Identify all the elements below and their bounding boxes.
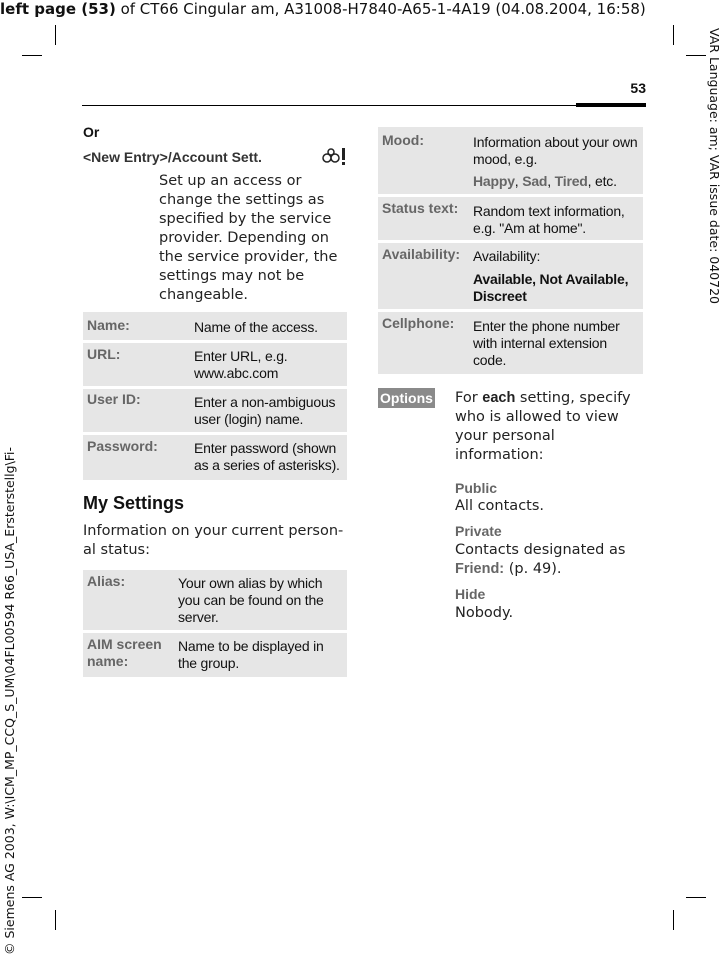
side-right-text: VAR Language: am; VAR issue date: 040720: [707, 28, 722, 304]
crop-mark: [22, 55, 42, 56]
table-key: Mood:: [382, 132, 424, 148]
header-rest: of CT66 Cingular am, A31008-H7840-A65-1-4A19 (04.08.2004, 16:58): [115, 0, 646, 18]
options-each: each: [482, 390, 516, 406]
table-value: Name of the access.: [194, 319, 318, 335]
options-post: setting, specify who is allowed to view your personal information:: [455, 390, 631, 463]
private-post: (p. 49).: [504, 561, 562, 577]
header-rule-thick: [576, 103, 646, 107]
table-value: Enter a non-ambiguous user (login) name.: [194, 394, 336, 427]
section-title: My Settings: [83, 493, 185, 513]
table-value: Enter password (shown as a series of asterisks).: [194, 440, 340, 473]
print-header: [0, 0, 646, 18]
table-key: Availability:: [382, 246, 461, 262]
availability-options: Available, Not Available, Discreet: [473, 271, 629, 304]
mood-happy: Happy: [473, 173, 515, 189]
mood-tired: Tired: [554, 173, 588, 189]
header-rule: [82, 105, 576, 106]
mood-tail: , etc.: [587, 173, 617, 189]
table-value: Your own alias by which you can be found on the server.: [178, 575, 324, 625]
mood-examples: Happy, Sad, Tired, etc.: [473, 173, 617, 189]
options-description: [455, 389, 643, 465]
item-text-public: All contacts.: [455, 498, 545, 514]
table-key: User ID:: [87, 391, 141, 407]
item-title-public: Public: [455, 480, 498, 496]
item-title-hide: Hide: [455, 586, 486, 602]
table-value: Information about your own mood, e.g.: [473, 134, 638, 167]
private-friend: Friend:: [455, 561, 505, 577]
page-number: 53: [630, 80, 646, 96]
item-title-private: Private: [455, 523, 502, 539]
icon-group: [322, 146, 348, 168]
table-key: Password:: [87, 438, 158, 454]
crop-mark: [673, 910, 674, 930]
table-key: Alias:: [87, 573, 126, 589]
entry-heading: <New Entry>/Account Sett.: [83, 149, 262, 165]
entry-description: Set up an access or change the settings as specified by the service provider. Depending on the service provider, the settings may not be changeable.: [159, 173, 338, 303]
item-text-private: [455, 541, 640, 579]
table-value: Name to be displayed in the group.: [178, 638, 324, 671]
side-margin-right: [704, 28, 724, 348]
section-text: Information on your current person-al status:: [83, 523, 344, 558]
side-left-text: © Siemens AG 2003, W:\ICM_MP_CCQ_S_UM\04FL00594 R66_USA_Ersterstellg\Fi-: [2, 446, 17, 955]
crop-mark: [673, 25, 674, 45]
table-value: Enter URL, e.g. www.abc.com: [194, 348, 288, 381]
private-pre: Contacts designated as: [455, 542, 626, 558]
options-softkey[interactable]: Options: [378, 388, 435, 408]
table-key: Name:: [87, 317, 130, 333]
crop-mark: [55, 910, 56, 930]
table-value: Random text information, e.g. "Am at home".: [473, 203, 625, 236]
options-pre: For: [455, 390, 483, 406]
crop-mark: [55, 25, 56, 45]
table-key: Status text:: [382, 200, 459, 216]
crop-mark: [22, 897, 42, 898]
table-value: Availability:: [473, 248, 541, 264]
or-label: Or: [83, 124, 100, 140]
crop-mark: [686, 55, 706, 56]
header-bold: left page (53): [0, 0, 116, 18]
side-margin-left: [0, 435, 20, 955]
item-text-hide: Nobody.: [455, 605, 514, 621]
table-key: AIM screen name:: [87, 636, 162, 669]
table-value: Enter the phone number with internal extension code.: [473, 318, 620, 368]
mood-sad: Sad: [522, 173, 548, 189]
network-icon: [322, 146, 348, 168]
table-key: Cellphone:: [382, 315, 455, 331]
crop-mark: [686, 897, 706, 898]
table-key: URL:: [87, 346, 121, 362]
